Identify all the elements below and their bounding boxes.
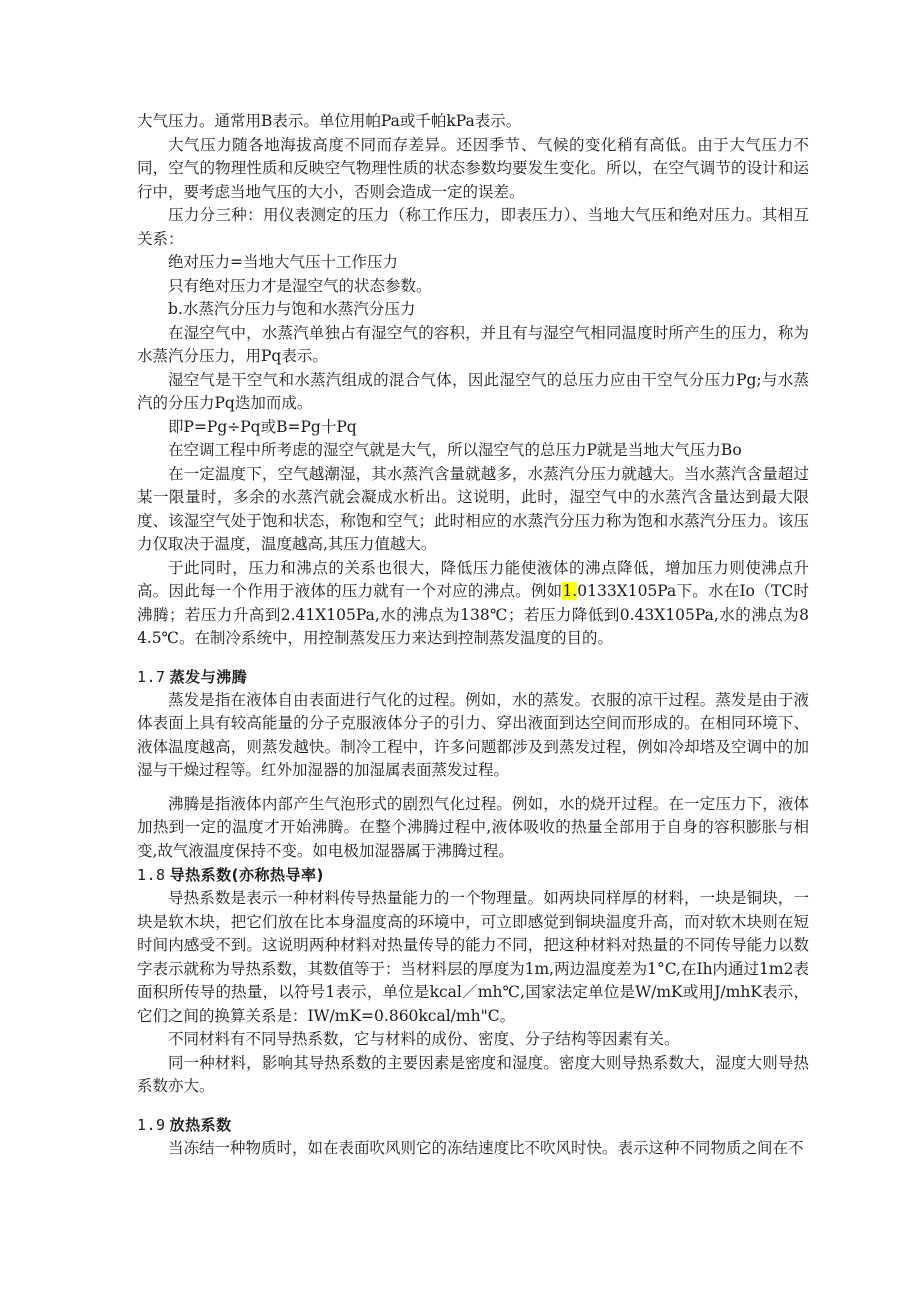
paragraph: 不同材料有不同导热系数，它与材料的成份、密度、分子结构等因素有关。 bbox=[168, 1030, 680, 1048]
section-heading-1-8 bbox=[137, 863, 809, 887]
section-title: 放热系数 bbox=[169, 1115, 232, 1134]
section-number: 1.8 bbox=[137, 866, 166, 884]
paragraph: 沸腾是指液体内部产生气泡形式的剧烈气化过程。例如，水的烧开过程。在一定压力下，液体加热到一定的温度才开始沸腾。在整个沸腾过程中,液体吸收的热量全部用于自身的容积膨胀与相变,故气液温度保持不变。如电极加湿器属于沸腾过程。 bbox=[137, 794, 809, 860]
highlighted-text: 1. bbox=[562, 582, 578, 600]
text-run: 0133X105Pa下。水在Io（TC时沸腾；若压力升高到2.41X105Pa,水的沸点为138℃；若压力降低到0.43X105Pa,水的沸点为84.5℃。在制冷系统中，用控制蒸发压力来达到控制蒸发温度的目的。 bbox=[137, 582, 809, 647]
paragraph: 大气压力随各地海拔高度不同而存差异。还因季节、气候的变化稍有高低。由于大气压力不同，空气的物理性质和反映空气物理性质的状态参数均要发生变化。所以，在空气调节的设计和运行中，要考虑当地气压的大小，否则会造成一定的误差。 bbox=[137, 135, 809, 201]
paragraph: 当冻结一种物质时，如在表面吹风则它的冻结速度比不吹风时快。表示这种不同物质之间在不 bbox=[168, 1138, 804, 1157]
formula-line: 绝对压力=当地大气压十工作压力 bbox=[168, 253, 398, 271]
paragraph: 在空调工程中所考虑的湿空气就是大气，所以湿空气的总压力P就是当地大气压力Bo bbox=[168, 441, 742, 459]
text-run: 于此同时，压力和沸点的关系也很大，降低压力能使液体的沸点降低，增加压力则使沸点升高。因此每一个作用于液体的压力就有一个对应的沸点。例如 bbox=[137, 558, 809, 600]
paragraph: 在一定温度下，空气越潮湿，其水蒸汽含量就越多，水蒸汽分压力就越大。当水蒸汽含量超过某一限量时，多余的水蒸汽就会凝成水析出。这说明，此时，湿空气中的水蒸汽含量达到最大限度、该湿空气处于饱和状态，称饱和空气；此时相应的水蒸汽分压力称为饱和水蒸汽分压力。该压力仅取决于温度，温度越高,其压力值越大。 bbox=[137, 464, 809, 553]
document-body bbox=[137, 110, 809, 1160]
paragraph: 导热系数是表示一种材料传导热量能力的一个物理量。如两块同样厚的材料，一块是铜块，一块是软木块，把它们放在比本身温度高的环境中，可立即感觉到铜块温度升高，而对软木块则在短时间内感受不到。这说明两种材料对热量传导的能力不同，把这种材料对热量的不同传导能力以数字表示就称为导热系数，其数值等于：当材料层的厚度为1m,两边温度差为1°C,在Ih内通过1m2表面积所传导的热量，以符号1表示，单位是kcal／mh℃,国家法定单位是W/mK或用J/mhK表示，它们之间的换算关系是：IW/mK=0.860kcal/mh"C。 bbox=[137, 889, 809, 1025]
section-title: 蒸发与沸腾 bbox=[169, 667, 248, 686]
paragraph: 蒸发是指在液体自由表面进行气化的过程。例如，水的蒸发。衣服的凉干过程。蒸发是由于液体表面上具有较高能量的分子克服液体分子的引力、穿出液面到达空间而形成的。在相同环境下、液体温度越高，则蒸发越快。制冷工程中，许多问题都涉及到蒸发过程，例如冷却塔及空调中的加湿与干燥过程等。红外加湿器的加湿属表面蒸发过程。 bbox=[137, 690, 809, 779]
paragraph: 大气压力。通常用B表示。单位用帕Pa或千帕kPa表示。 bbox=[137, 112, 522, 130]
paragraph: 同一种材料，影响其导热系数的主要因素是密度和湿度。密度大则导热系数大，湿度大则导热系数亦大。 bbox=[137, 1053, 809, 1095]
section-heading-1-7 bbox=[137, 665, 809, 689]
formula-line: 即P=Pg÷Pq或B=Pg十Pq bbox=[168, 417, 357, 436]
section-number: 1.9 bbox=[137, 1115, 166, 1134]
subheading: b.水蒸汽分压力与饱和水蒸汽分压力 bbox=[168, 300, 416, 318]
paragraph: 湿空气是干空气和水蒸汽组成的混合气体，因此湿空气的总压力应由干空气分压力Pg;与水蒸汽的分压力Pq迭加而成。 bbox=[137, 370, 809, 412]
section-heading-1-9 bbox=[137, 1113, 809, 1137]
section-title: 导热系数(亦称热导率) bbox=[169, 866, 324, 884]
paragraph bbox=[137, 557, 809, 651]
paragraph: 压力分三种：用仪表测定的压力（称工作压力，即表压力）、当地大气压和绝对压力。其相互关系： bbox=[137, 206, 809, 248]
section-number: 1.7 bbox=[137, 667, 166, 686]
paragraph: 在湿空气中，水蒸汽单独占有湿空气的容积，并且有与湿空气相同温度时所产生的压力，称为水蒸汽分压力，用Pq表示。 bbox=[137, 323, 809, 365]
paragraph: 只有绝对压力才是湿空气的状态参数。 bbox=[168, 276, 432, 295]
